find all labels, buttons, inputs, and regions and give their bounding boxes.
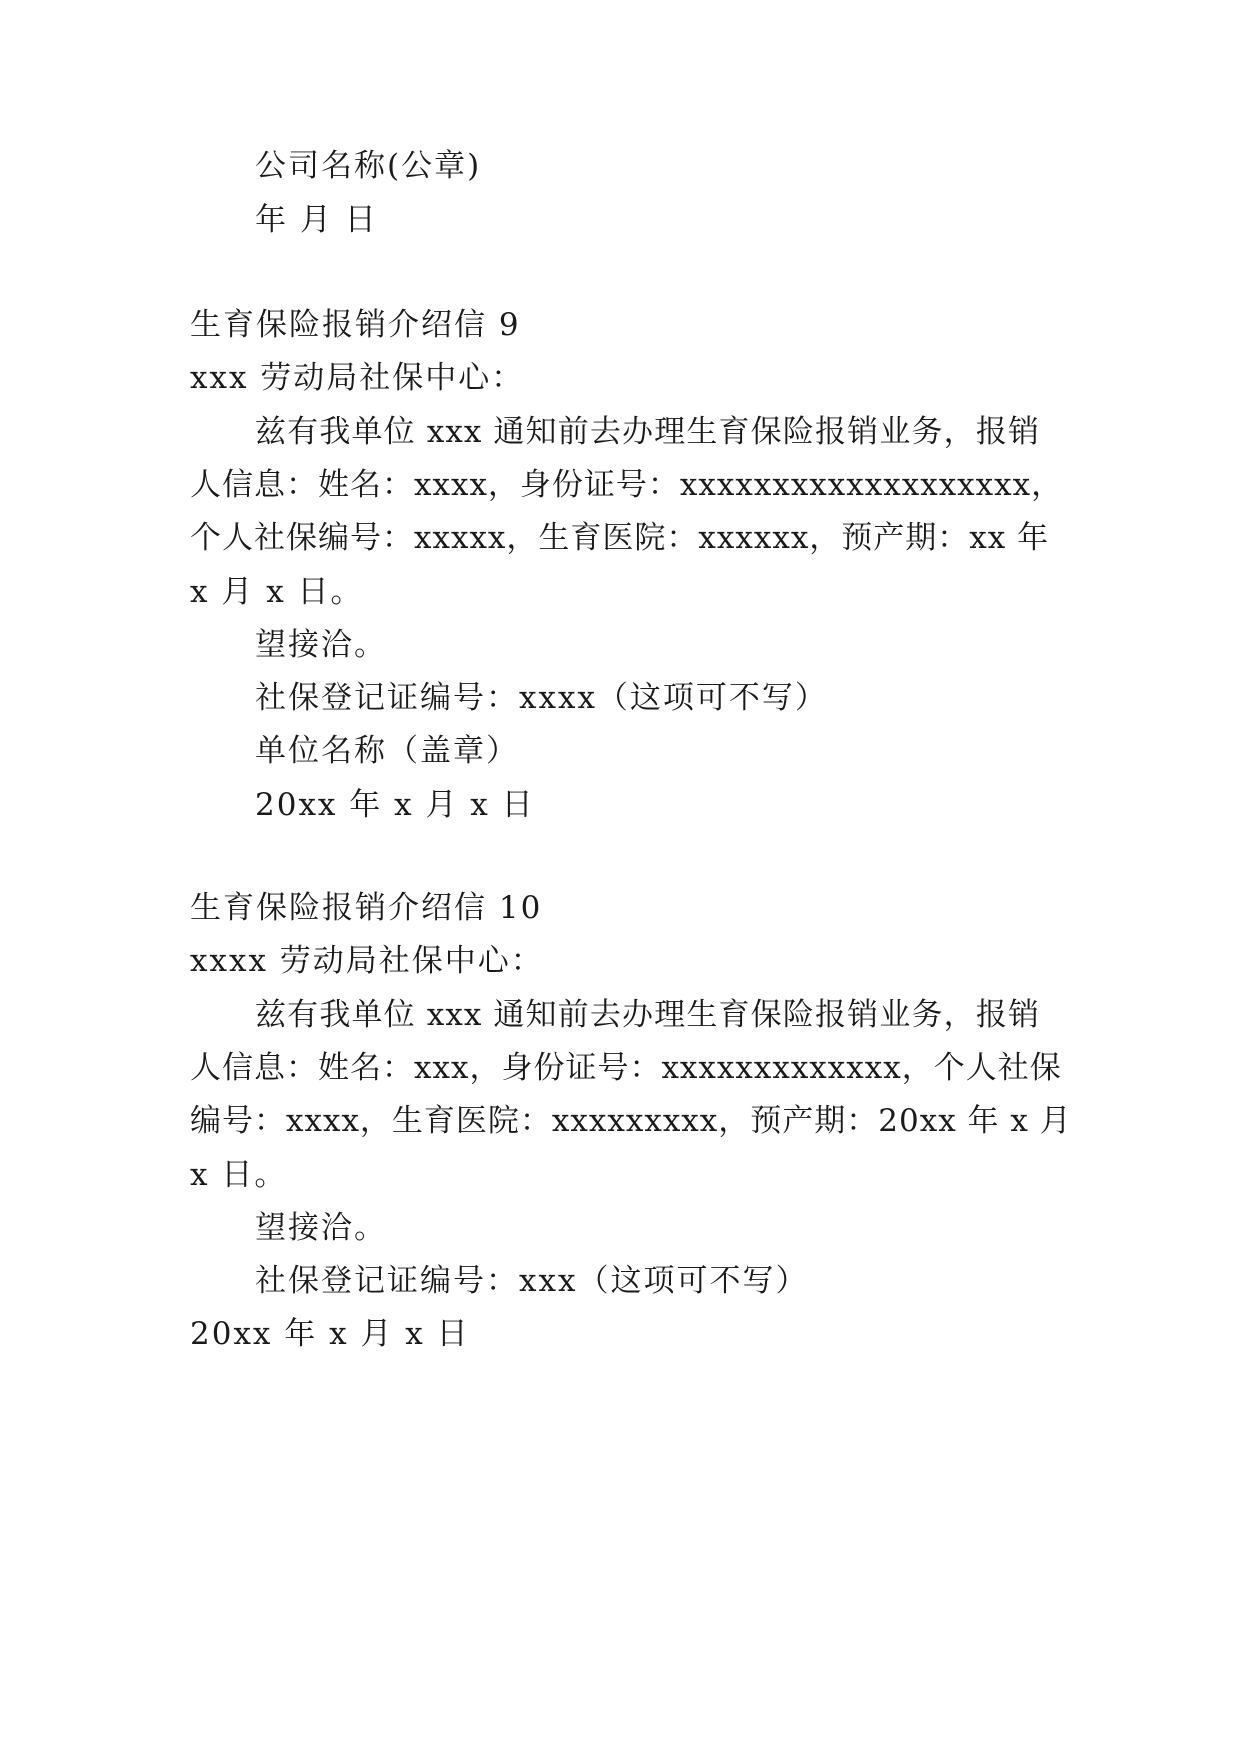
letter10-registration: 社保登记证编号：xxx（这项可不写） — [255, 1263, 809, 1299]
letter9-body-line-1: 兹有我单位 xxx 通知前去办理生育保险报销业务，报销 — [255, 414, 1040, 450]
letter9-closing: 望接洽。 — [255, 627, 387, 663]
letter10-addressee: xxxx 劳动局社保中心： — [190, 943, 544, 979]
letter9-body-line-3: 个人社保编号：xxxxx，生育医院：xxxxxx，预产期：xx 年 — [190, 520, 1050, 556]
letter9-title: 生育保险报销介绍信 9 — [190, 307, 521, 343]
letter9-body-line-2: 人信息：姓名：xxxx，身份证号：xxxxxxxxxxxxxxxxxxx， — [190, 467, 1064, 503]
letter9-date: 20xx 年 x 月 x 日 — [255, 787, 535, 823]
letter10-body-line-1: 兹有我单位 xxx 通知前去办理生育保险报销业务，报销 — [255, 997, 1040, 1033]
company-seal-line: 公司名称(公章) — [255, 148, 482, 184]
letter10-body-line-3: 编号：xxxx，生育医院：xxxxxxxxx，预产期：20xx 年 x 月 — [190, 1103, 1072, 1139]
letter9-registration: 社保登记证编号：xxxx（这项可不写） — [255, 680, 828, 716]
letter10-body-line-4: x 日。 — [190, 1157, 288, 1193]
letter9-body-line-4: x 月 x 日。 — [190, 574, 364, 610]
letter9-addressee: xxx 劳动局社保中心： — [190, 360, 525, 396]
letter10-title: 生育保险报销介绍信 10 — [190, 890, 543, 926]
date-blank-line: 年 月 日 — [255, 202, 378, 238]
letter10-body-line-2: 人信息：姓名：xxx，身份证号：xxxxxxxxxxxxx，个人社保 — [190, 1050, 1062, 1086]
letter10-date: 20xx 年 x 月 x 日 — [190, 1316, 470, 1352]
letter10-closing: 望接洽。 — [255, 1210, 387, 1246]
letter9-unit-seal: 单位名称（盖章） — [255, 733, 519, 769]
